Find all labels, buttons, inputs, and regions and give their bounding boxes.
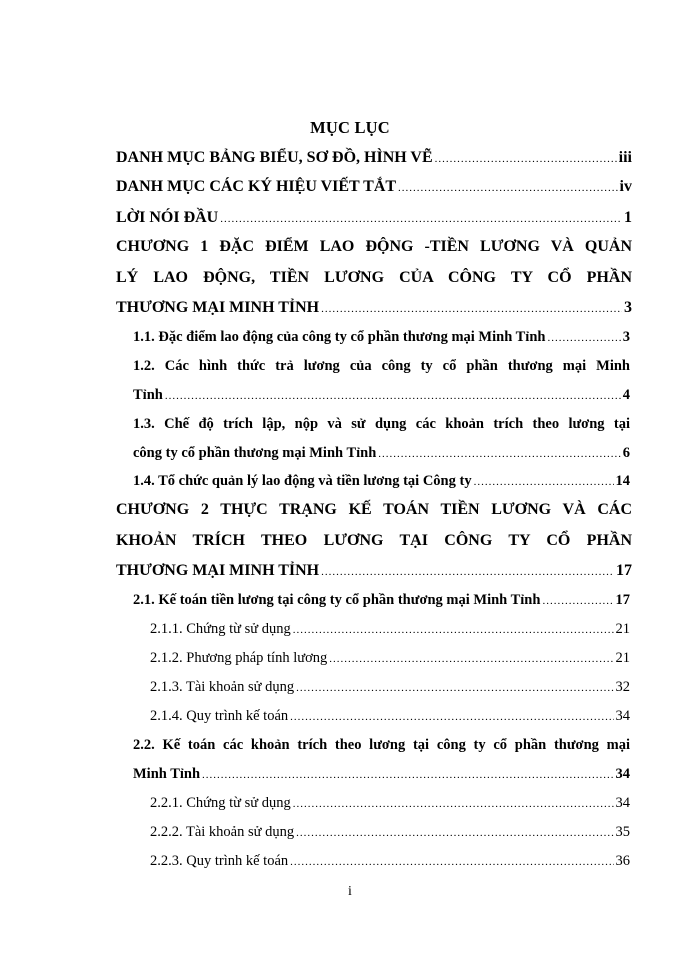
toc-entry-text: DANH MỤC CÁC KÝ HIỆU VIẾT TẮT <box>116 178 397 195</box>
toc-entry-page: 34 <box>615 795 630 811</box>
toc-entry-text: 2.2.1. Chứng từ sử dụng <box>150 795 291 811</box>
toc-entry-page: 4 <box>622 387 630 403</box>
toc-entry-text: Minh Tỉnh <box>133 766 201 782</box>
toc-entry-text: DANH MỤC BẢNG BIỂU, SƠ ĐỒ, HÌNH VẼ <box>116 149 433 166</box>
toc-section-2-2-line-2[interactable] <box>133 763 630 785</box>
toc-section-1-2-line-1[interactable]: 1.2. Các hình thức trả lương của công ty cổ phần thương mại Minh <box>133 358 630 374</box>
toc-entry-page: 32 <box>615 679 630 695</box>
dot-leader <box>547 327 620 349</box>
toc-entry-page: iv <box>619 178 632 195</box>
toc-entry-page: 3 <box>622 329 630 345</box>
dot-leader <box>296 677 613 699</box>
toc-entry-page: 34 <box>615 766 630 782</box>
dot-leader <box>474 471 614 493</box>
toc-entry-text: công ty cổ phần thương mại Minh Tỉnh <box>133 445 377 461</box>
toc-entry-page: 1 <box>624 209 632 226</box>
dot-leader <box>293 619 614 641</box>
toc-entry-text: LỜI NÓI ĐẦU <box>116 209 219 226</box>
dot-leader <box>293 793 614 815</box>
dot-leader <box>398 177 618 199</box>
dot-leader <box>321 561 614 583</box>
toc-section-1-3-line-2[interactable] <box>133 442 630 464</box>
toc-chapter-1-line-3[interactable] <box>116 297 632 319</box>
dot-leader <box>202 764 613 786</box>
toc-entry-preface[interactable] <box>116 207 632 229</box>
toc-subsection-2-1-3[interactable] <box>150 676 630 698</box>
toc-entry-text: 1.1. Đặc điểm lao động của công ty cổ phần thương mại Minh Tỉnh <box>133 329 546 345</box>
dot-leader <box>290 851 613 873</box>
dot-leader <box>378 443 620 465</box>
toc-section-1-1[interactable] <box>133 326 630 348</box>
toc-chapter-1-line-2[interactable]: LÝ LAO ĐỘNG, TIỀN LƯƠNG CỦA CÔNG TY CỔ PHẦN <box>116 269 632 286</box>
toc-entry-page: 34 <box>615 708 630 724</box>
toc-entry-page: 35 <box>615 824 630 840</box>
toc-entry-page: 21 <box>615 650 630 666</box>
toc-title: MỤC LỤC <box>310 118 390 137</box>
toc-entry-text: 1.4. Tổ chức quản lý lao động và tiền lương tại Công ty <box>133 473 472 489</box>
dot-leader <box>321 298 622 320</box>
toc-entry-abbreviations[interactable] <box>116 176 632 198</box>
toc-entry-page: 6 <box>622 445 630 461</box>
toc-chapter-2-line-2[interactable]: KHOẢN TRÍCH THEO LƯƠNG TẠI CÔNG TY CỔ PHẦN <box>116 532 632 549</box>
dot-leader <box>165 385 621 407</box>
toc-subsection-2-2-2[interactable] <box>150 821 630 843</box>
toc-entry-text: 2.2.2. Tài khoản sử dụng <box>150 824 295 840</box>
dot-leader <box>435 148 617 170</box>
toc-subsection-2-1-1[interactable] <box>150 618 630 640</box>
toc-entry-text: 2.1.2. Phương pháp tính lương <box>150 650 328 666</box>
dot-leader <box>296 822 613 844</box>
toc-chapter-2-line-3[interactable] <box>116 560 632 582</box>
toc-section-1-2-line-2[interactable] <box>133 384 630 406</box>
toc-entry-list-of-tables[interactable] <box>116 147 632 169</box>
toc-entry-text: 2.1. Kế toán tiền lương tại công ty cổ phần thương mại Minh Tỉnh <box>133 592 541 608</box>
dot-leader <box>290 706 613 728</box>
toc-chapter-1-line-1[interactable]: CHƯƠNG 1 ĐẶC ĐIỂM LAO ĐỘNG -TIỀN LƯƠNG VÀ QUẢN <box>116 238 632 255</box>
toc-section-1-3-line-1[interactable]: 1.3. Chế độ trích lập, nộp và sử dụng các khoản trích theo lương tại <box>133 416 630 432</box>
toc-entry-text: THƯƠNG MẠI MINH TỈNH <box>116 562 320 579</box>
toc-entry-text: 2.1.1. Chứng từ sử dụng <box>150 621 291 637</box>
toc-entry-page: 17 <box>615 592 630 608</box>
toc-entry-page: 36 <box>615 853 630 869</box>
toc-subsection-2-2-1[interactable] <box>150 792 630 814</box>
toc-section-2-2-line-1[interactable]: 2.2. Kế toán các khoản trích theo lương tại công ty cổ phần thương mại <box>133 737 630 753</box>
toc-entry-text: THƯƠNG MẠI MINH TỈNH <box>116 299 320 316</box>
toc-chapter-2-line-1[interactable]: CHƯƠNG 2 THỰC TRẠNG KẾ TOÁN TIỀN LƯƠNG VÀ CÁC <box>116 501 632 518</box>
toc-entry-page: 3 <box>624 299 632 316</box>
toc-entry-text: 2.1.3. Tài khoản sử dụng <box>150 679 295 695</box>
dot-leader <box>220 208 622 230</box>
toc-entry-text: 2.1.4. Quy trình kế toán <box>150 708 289 724</box>
toc-entry-page: 21 <box>615 621 630 637</box>
toc-subsection-2-1-2[interactable] <box>150 647 630 669</box>
toc-entry-page: iii <box>618 149 632 166</box>
toc-subsection-2-1-4[interactable] <box>150 705 630 727</box>
toc-section-1-4[interactable] <box>133 470 630 492</box>
toc-entry-page: 17 <box>616 562 632 579</box>
toc-entry-text: 2.2.3. Quy trình kế toán <box>150 853 289 869</box>
toc-section-2-1[interactable] <box>133 589 630 611</box>
dot-leader <box>329 648 613 670</box>
toc-subsection-2-2-3[interactable] <box>150 850 630 872</box>
dot-leader <box>542 590 613 612</box>
toc-entry-page: 14 <box>615 473 630 489</box>
toc-entry-text: Tỉnh <box>133 387 163 403</box>
page-number-footer: i <box>348 884 352 899</box>
